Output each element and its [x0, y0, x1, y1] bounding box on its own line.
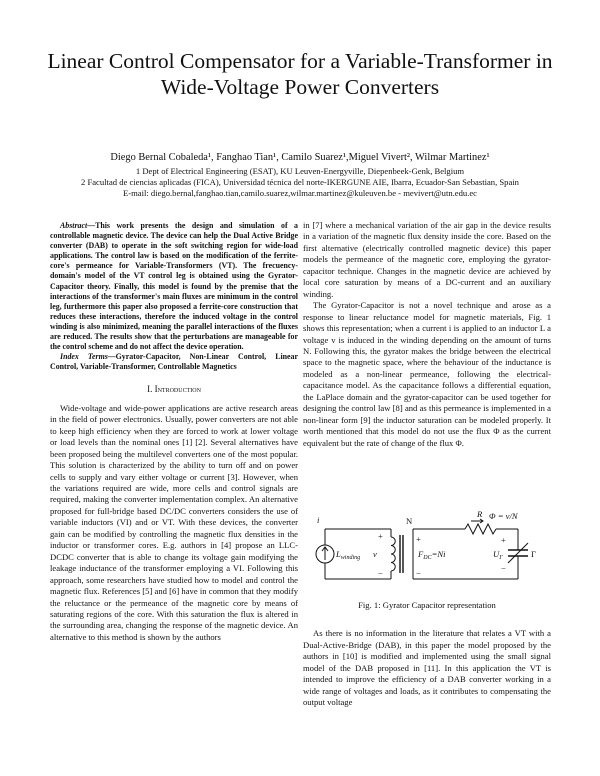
label-voltage: v [373, 549, 377, 559]
right-paragraph-3: As there is no information in the literature that relates a VT with a Dual-Active-Bridge (DAB), in this paper the model proposed by the authors in [10] is modified and implemented using the small signal model of the DAB proposed in [11]. In this application the VT is intended to improve the efficiency of a DAB converter working in a wide range of voltages and loads, as it contributes to compensating the output voltage [303, 628, 551, 707]
label-reluctance: R [477, 509, 483, 519]
label-minus-left: − [378, 568, 383, 578]
winding-coil-icon [391, 537, 395, 571]
intro-paragraph: Wide-voltage and wide-power applications are active research areas in the field of power electronics. Usually, power converters are not able to keep high efficiency when they are forced to work at lower voltage or load levels than the nominal ones [1] [2]. Several alternatives have been proposed being the multilevel converters one of the most popular. This solution is characterized by the ability to turn off and on power cells to supply and vary either voltage or current [3]. However, when the variations required are wide, more cells and control signals are required, making the converter implementation complex. An alternative proposed for full-bridge based DC/DC converters considers the use of variable inductors (VI) and or VT. With these devices, the converter gain can be modified by controlling the magnetic flux densities in the inductor or transformer cores. E.g. authors in [4] propose an LLC-DCDC converter that is able to change its voltage gain modifying the leakage inductance of the transformer employing a VI. Following this approach, some researchers have studied how to model and control the magnetic flux. References [5] and [6] have in common that they modify the reluctance or the permeance of the magnetic core by means of saturating regions of the core. With this saturation the flux is altered in the surrounding area, changing the response of the magnetic device. An alternative to this method is shown by the authors [50, 402, 298, 642]
reluctance-resistor-icon [465, 524, 496, 534]
index-terms-text: —Gyrator-Capacitor, Non-Linear Control, Linear Control, Variable-Transformer, Controllable Magnetics [50, 352, 298, 372]
label-minus-right: − [416, 568, 421, 578]
right-column-bottom [303, 628, 551, 709]
label-plus-cap: + [501, 535, 506, 545]
right-paragraph-2: The Gyrator-Capacitor is not a novel technique and arose as a response to linear reluctance model for magnetic materials, Fig. 1 shows this representation; when a current i is applied to an inductor L a voltage v is induced in the winding depending on the amount of turns N. Following this, the gyrator makes the bridge between the electrical space to the magnetic space, where the behaviour of the inductance is modeled as a non-linear permeance, following the electrical-capacitance model. As the capacitance follows a differential equation, the LaPlace domain and the gyrator-capacitor can be used together for designing the control law [8] and as this permeance is implemented in a non-linear form [9] the inductor saturation can be modeled properly. It worth mentioned that this model do not use the flux Φ as the current equivalent but the rate of change of the flux Φ. [303, 300, 551, 448]
right-paragraph-1: in [7] where a mechanical variation of the air gap in the device results in a variation of the magnetic flux density inside the core. Based on the first alternative (electrically controlled magnetic device) this paper models the permeance of the magnetic core, employing the gyrator-capacitor technique. Changes in the magnetic device are achieved by local core saturation by means of a DC-current and an auxiliary winding. [303, 220, 551, 299]
section-heading: I. Introduction [147, 384, 201, 395]
label-permeance: Γ [531, 549, 536, 559]
label-mmf-main: F [418, 549, 424, 559]
abstract [50, 221, 298, 352]
label-plus-right: + [416, 534, 421, 544]
label-minus-cap: − [501, 563, 506, 573]
label-mmf [417, 549, 446, 561]
paper-title: Linear Control Compensator for a Variable-Transformer in Wide-Voltage Power Converters [47, 49, 553, 99]
abstract-label: Abstract [60, 221, 88, 230]
label-flux: Φ = v/N [489, 511, 518, 521]
index-terms-label: Index Terms [60, 352, 108, 362]
label-inductance-sub: winding [340, 555, 361, 561]
label-permeance-voltage [493, 549, 503, 561]
author-list: Diego Bernal Cobaleda¹, Fanghao Tian¹, Camilo Suarez¹,Miguel Vivert², Wilmar Martinez¹ [110, 152, 490, 163]
label-mmf-sub: DC [423, 555, 432, 561]
label-current: i [317, 515, 320, 525]
gyrator-capacitor-figure [303, 497, 551, 597]
index-terms [50, 352, 298, 372]
affiliation-1: 1 Dept of Electrical Engineering (ESAT), KU Leuven-Energyville, Diepenbeek-Genk, Belgium [135, 166, 465, 176]
affiliation-2: 2 Facultad de ciencias aplicadas (FICA), Universidad técnica del norte-IKERGUNE AIE, Ibarra, Ecuador-San Sebastian, Spain [81, 177, 519, 187]
label-mmf-eq: =Ni [431, 549, 446, 559]
right-column [303, 220, 551, 449]
email-line: E-mail: diego.bernal,fanghao.tian,camilo.suarez,wilmar.martinez@kuleuven.be - mevivert@utn.edu.ec [123, 188, 477, 198]
label-inductance [335, 549, 360, 561]
left-column [50, 221, 298, 643]
label-plus-left: + [378, 531, 383, 541]
label-inductance-main: L [336, 549, 341, 559]
abstract-text: —This work presents the design and simulation of a controllable magnetic device. The device can help the Dual Active Bridge converter (DAB) to operate in the soft switching region for wide-load applications. The control law is based on the modification of the ferrite-core's permeance for Variable-Transformers (VT). The frecuency-domain's model of the VT control leg is obtained using the Gyrator-Capacitor theory. Finally, this model is found by the premise that the interactions of the transformer's main fluxes are minimum in the control leg, furthermore this paper also proposed a ferrite-core construction that reduces these interactions, therefore the induced voltage in the control winding is also minimized, meaning the parallel interactions of the fluxes are reduced. The results show that the perturbations are manageable for the control scheme and do not affect the device operation. [50, 221, 298, 352]
figure-caption: Fig. 1: Gyrator Capacitor representation [358, 600, 496, 610]
label-u-sub: Γ [499, 555, 503, 561]
label-u-main: U [493, 549, 500, 559]
label-turns: N [406, 516, 413, 526]
